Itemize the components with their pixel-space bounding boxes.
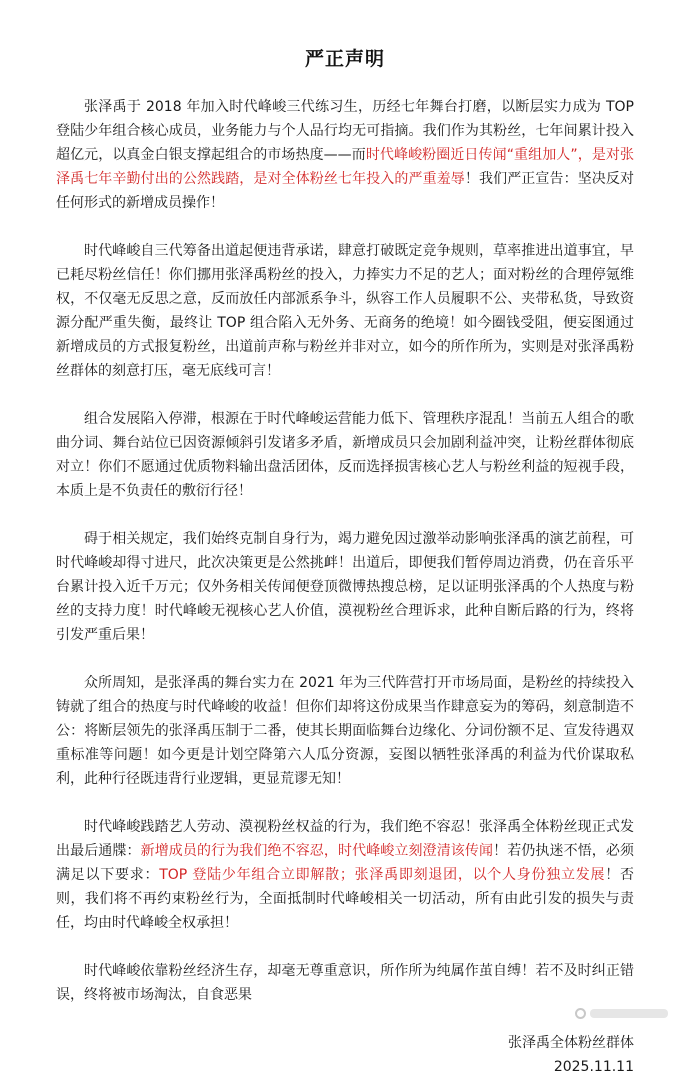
body-text: 时代峰峻践踏艺人劳动、漠视粉丝权益的行为，我们绝不容忍！张泽禹全体粉丝现正式发出最后通牒： [56, 819, 634, 859]
paragraph-1 [56, 95, 634, 215]
page-title: 严正声明 [304, 48, 385, 70]
body-text: 组合发展陷入停滞，根源在于时代峰峻运营能力低下、管理秩序混乱！当前五人组合的歌曲分词、舞台站位已因资源倾斜引发诸多矛盾，新增成员只会加剧利益冲突，让粉丝群体彻底对立！你们不愿通过优质物料输出盘活团体，反而选择损害核心艺人与粉丝利益的短视手段，本质上是不负责任的敷衍行径！ [56, 411, 634, 499]
body-text: ！若仍执迷不悟，必须满足以下要求： [56, 843, 635, 883]
statement-body [56, 95, 634, 1007]
paragraph-3 [56, 407, 634, 503]
paragraph-5 [56, 671, 634, 791]
body-text: ！我们严正宣告：坚决反对任何形式的新增成员操作！ [56, 171, 635, 211]
body-text: 碍于相关规定，我们始终克制自身行为，竭力避免因过激举动影响张泽禹的演艺前程，可时代峰峻却得寸进尺，此次决策更是公然挑衅！出道后，即便我们暂停周边消费，仍在音乐平台累计投入近千万元；仅外务相关传闻便登顶微博热搜总榜，足以证明张泽禹的个人热度与粉丝的支持力度！时代峰峻无视核心艺人价值，漠视粉丝合理诉求，此种自断后路的行为，终将引发严重后果！ [56, 531, 634, 643]
signature-author: 张泽禹全体粉丝群体 [508, 1035, 634, 1051]
highlight-text: TOP 登陆少年组合立即解散；张泽禹即刻退团，以个人身份独立发展 [159, 867, 606, 883]
body-text: 时代峰峻自三代筹备出道起便违背承诺，肆意打破既定竞争规则，草率推进出道事宜，早已耗尽粉丝信任！你们挪用张泽禹粉丝的投入，力捧实力不足的艺人；面对粉丝的合理停氪维权，不仅毫无反思之意，反而放任内部派系争斗，纵容工作人员履职不公、夹带私货，导致资源分配严重失衡，最终让 TOP 组合陷入无外务、无商务的绝境！如今圈钱受阻，便妄图通过新增成员的方式报复粉丝，出道前声称与粉丝并非对立，如今的所作所为，实则是对张泽禹粉丝群体的刻意打压，毫无底线可言！ [56, 243, 634, 379]
paragraph-2 [56, 239, 634, 383]
paragraph-4 [56, 527, 634, 647]
body-text: 张泽禹于 2018 年加入时代峰峻三代练习生，历经七年舞台打磨，以断层实力成为 TOP 登陆少年组合核心成员，业务能力与个人品行均无可指摘。我们作为其粉丝，七年间累计投入超亿元，以真金白银支撑起组合的市场热度——而 [56, 99, 634, 163]
highlight-text: 时代峰峻粉圈近日传闻“重组加人”，是对张泽禹七年辛勤付出的公然践踏，是对全体粉丝七年投入的严重羞辱 [56, 147, 634, 187]
signature-block [56, 1031, 634, 1079]
body-text: 时代峰峻依靠粉丝经济生存，却毫无尊重意识，所作所为纯属作茧自缚！若不及时纠正错误，终将被市场淘汰，自食恶果 [56, 963, 634, 1003]
highlight-text: 新增成员的行为我们绝不容忍，时代峰峻立刻澄清该传闻 [140, 843, 494, 859]
body-text: 众所周知，是张泽禹的舞台实力在 2021 年为三代阵营打开市场局面，是粉丝的持续投入铸就了组合的热度与时代峰峻的收益！但你们却将这份成果当作肆意妄为的筹码，刻意制造不公：将断层领先的张泽禹压制于二番，使其长期面临舞台边缘化、分词份额不足、宣发待遇双重标准等问题！如今更是计划空降第六人瓜分资源，妄图以牺牲张泽禹的利益为代价谋取私利，此种行径既违背行业逻辑，更显荒谬无知！ [56, 675, 634, 787]
watermark-bar [590, 1009, 668, 1018]
paragraph-6 [56, 815, 634, 935]
watermark-logo-icon [575, 1008, 586, 1019]
paragraph-7 [56, 959, 634, 1007]
watermark [575, 1008, 668, 1019]
body-text: ！否则，我们将不再约束粉丝行为，全面抵制时代峰峻相关一切活动，所有由此引发的损失与责任，均由时代峰峻全权承担！ [56, 867, 635, 931]
signature-date: 2025.11.11 [553, 1059, 634, 1075]
